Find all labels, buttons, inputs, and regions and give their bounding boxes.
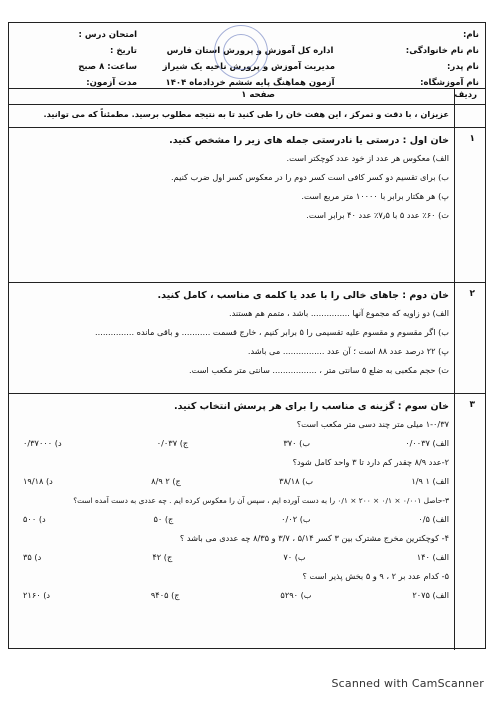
option-c: ج) ۵۰ [153,514,174,524]
official-stamp [214,25,268,79]
option-b: ب) ۳۷۰ [283,438,311,448]
issuer-line-2: مدیریت آموزش و پرورش ناحیه یک شیراز [162,62,335,72]
question-line: الف) دو زاویه که مجموع آنها ............... باشد ، متمم هم هستند. [228,308,449,318]
question-line: پ) ۲۲ درصد عدد ۸۸ است ؛ آن عدد ................ می باشد. [247,346,449,356]
row-number-header: ردیف [454,90,477,100]
section-title: خان دوم : جاهای خالی را با عدد یا کلمه ی مناسب ، کامل کنید. [157,290,449,301]
option-c: ج) ۰/۰۳۷ [156,438,189,448]
issuer-line-3: آزمون هماهنگ پایه ششم خردادماه ۱۴۰۴ [165,78,335,88]
question-line: ب) اگر مقسوم و مقسوم علیه تقسیمی را ۵ برابر کنیم ، خارج قسمت ........... و باقی مانده ............... [95,327,449,337]
option-d: د) ۰/۳۷۰۰۰ [23,438,62,448]
answer-options [15,548,449,567]
exam-header [9,23,485,89]
section-body [15,398,449,605]
option-b: ب) ۵۲۹۰ [280,590,312,600]
option-d: د) ۲۱۶۰ [23,590,51,600]
exam-info [17,27,137,91]
option-b: ب) ۳۸/۱۸ [279,476,314,486]
section-number: ۲ [469,289,475,299]
section-number: ۱ [469,134,475,144]
section-body [15,132,449,225]
option-c: ج) ۹۴۰۵ [150,590,180,600]
section-1 [9,127,485,282]
question-text: ۲-عدد ۸/۹ چقدر کم دارد تا ۳ واحد کامل شود؟ [292,457,449,467]
exam-date-label: تاریخ : [110,46,137,56]
answer-options [15,472,449,491]
section-body [15,287,449,380]
exam-time-label: ساعت: ۸ صبح [78,62,137,72]
father-name-label: نام پدر: [447,62,479,72]
issuer-line-1: اداره کل آموزش و پرورش استان فارس [166,46,334,56]
question-text: ۳-حاصل ۰/۰۰۱ × ۰/۱ × ۲۰۰ × ۰/۱ را به دست آورده ایم ، سپس آن را معکوس کرده ایم . چه عددی به دست آمده است؟ [73,496,449,505]
section-3 [9,393,485,650]
school-name-label: نام آموزشگاه: [420,78,479,88]
exam-subject-label: امتحان درس : [78,30,137,40]
section-2 [9,282,485,393]
question-line: ت) حجم مکعبی به ضلع ۵ سانتی متر ، ................. سانتی متر مکعب است. [189,365,449,375]
section-number: ۳ [469,400,475,410]
answer-options [15,586,449,605]
question-line: ب) برای تقسیم دو کسر کافی است کسر دوم را در معکوس کسر اول ضرب کنیم. [171,172,449,182]
option-a: الف) ۱ ۱/۹ [411,476,449,486]
question-line: الف) معکوس هر عدد از خود عدد کوچکتر است. [286,153,449,163]
section-title: خان اول : درستی یا نادرستی جمله های زیر را مشخص کنید. [169,135,449,146]
question-text: ۴- کوچکترین مخرج مشترک بین ۳ کسر ۵/۱۴ ، ۳/۷ و ۸/۳۵ چه عددی می باشد ؟ [179,533,449,543]
page-number: صفحه ۱ [241,90,275,100]
option-d: د) ۱۹/۱۸ [23,476,53,486]
column-header-bar [9,89,485,105]
student-name-label: نام: [462,30,479,40]
student-family-name-label: نام نام خانوادگی: [405,46,479,56]
option-d: د) ۵۰۰ [23,514,46,524]
question-text: ۱-۰/۳۷ میلی متر چند دسی متر مکعب است؟ [296,419,449,429]
answer-options [15,510,449,529]
exam-intro: عزیزان ، با دقت و تمرکز ، این هفت خان را طی کنید تا به نتیجه مطلوب برسید. مطمئناً که می توانید. [43,109,449,119]
option-a: الف) ۰/۵ [418,514,449,524]
scanner-watermark: Scanned with CamScanner [331,677,484,690]
option-b: ب) ۰/۰۲ [281,514,311,524]
question-line: ت) ۶۰٪ عدد ۵ با ۷٫۵٪ عدد ۴۰ برابر است. [306,210,449,220]
question-text: ۵- کدام عدد بر ۲ ، ۹ و ۵ بخش پذیر است ؟ [302,571,449,581]
question-line: پ) هر هکتار برابر با ۱۰۰۰۰ متر مربع است. [301,191,449,201]
exam-duration-label: مدت آزمون: [86,78,137,88]
section-title: خان سوم : گزینه ی مناسب را برای هر پرسش انتخاب کنید. [174,401,449,412]
student-info [349,27,479,91]
exam-sheet [8,22,486,649]
answer-options [15,434,449,453]
option-a: الف) ۱۴۰ [416,552,449,562]
option-a: الف) ۰/۰۰۳۷ [405,438,449,448]
option-a: الف) ۲۰۷۵ [412,590,449,600]
option-d: د) ۳۵ [23,552,42,562]
option-b: ب) ۷۰ [283,552,306,562]
option-c: ج) ۲ ۸/۹ [151,476,181,486]
option-c: ج) ۴۲ [152,552,173,562]
